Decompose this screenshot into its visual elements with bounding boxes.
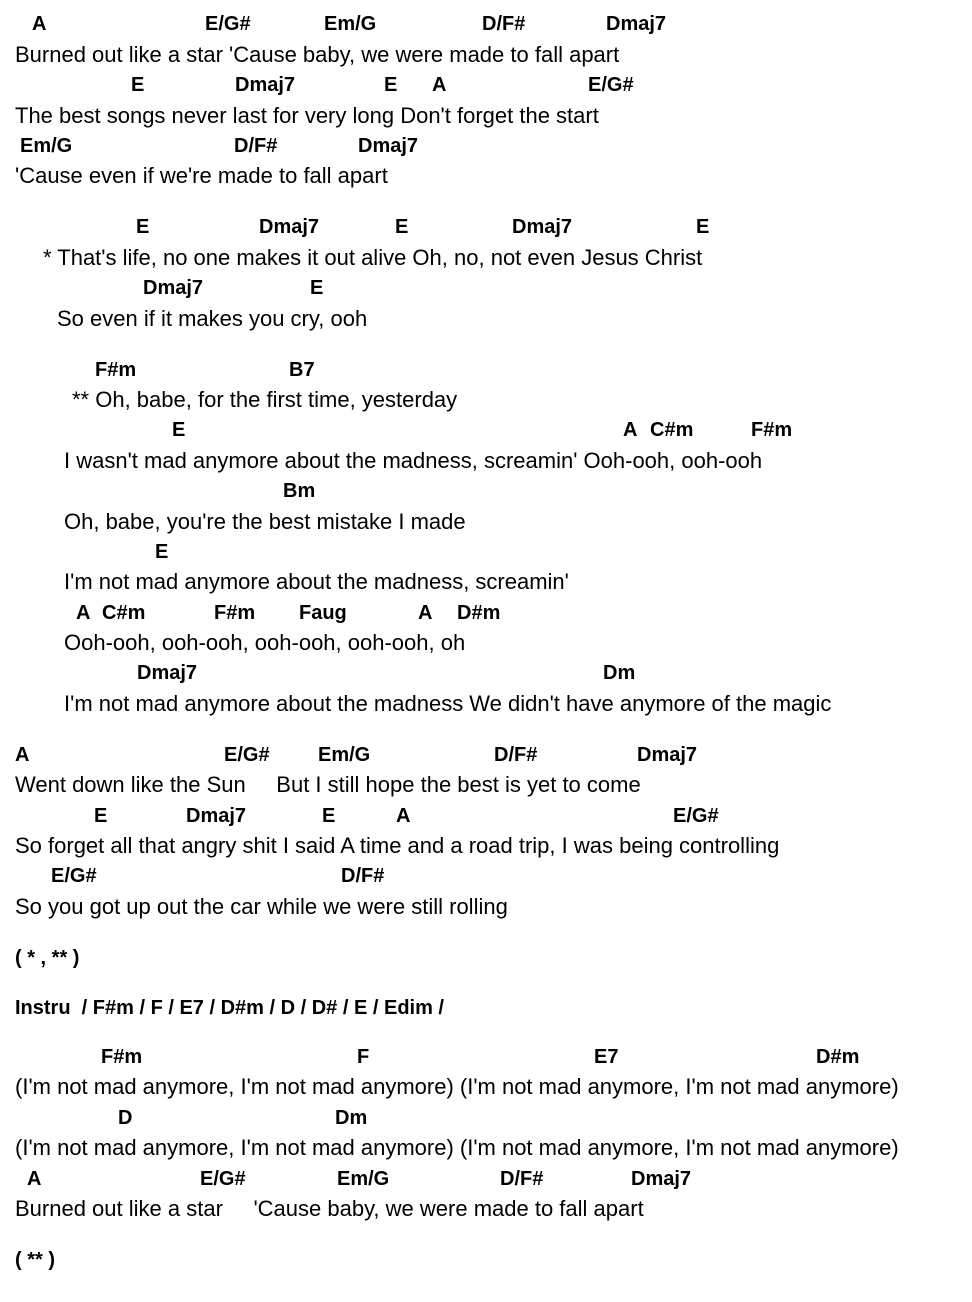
chord: A — [32, 13, 47, 35]
chord: E — [94, 805, 108, 827]
chord: Dmaj7 — [186, 805, 247, 827]
chord: Em/G — [324, 13, 377, 35]
lyric-line: So forget all that angry shit I said A time and a road trip, I was being controlling — [15, 833, 780, 858]
lyric-line: Went down like the Sun But I still hope the best is yet to come — [15, 772, 641, 797]
chord: A — [15, 744, 30, 766]
chord: Dmaj7 — [259, 216, 320, 238]
chord: E — [131, 74, 145, 96]
chord: E — [395, 216, 409, 238]
lyric-line: Oh, babe, you're the best mistake I made — [64, 509, 466, 534]
chord: E/G# — [205, 13, 251, 35]
repeat-marker: ( * , ** ) — [15, 947, 80, 969]
chord: E — [696, 216, 710, 238]
chord: F — [357, 1046, 370, 1068]
chord: E — [310, 277, 324, 299]
chord: D — [118, 1107, 133, 1129]
lyric-line: I'm not mad anymore about the madness, screamin' — [64, 569, 569, 594]
chord: D#m — [457, 602, 501, 624]
lyric-line: I'm not mad anymore about the madness We didn't have anymore of the magic — [64, 691, 832, 716]
chord: D/F# — [500, 1168, 544, 1190]
lyric-line: 'Cause even if we're made to fall apart — [15, 163, 388, 188]
chord: B7 — [289, 359, 315, 381]
chord: C#m — [102, 602, 146, 624]
chord: Dmaj7 — [137, 662, 198, 684]
chord: F#m — [214, 602, 256, 624]
lyric-line: Ooh-ooh, ooh-ooh, ooh-ooh, ooh-ooh, oh — [64, 630, 466, 655]
chord: E/G# — [673, 805, 719, 827]
chord: E — [136, 216, 150, 238]
chord: Dmaj7 — [606, 13, 667, 35]
chord: Dmaj7 — [637, 744, 698, 766]
lyric-line: Burned out like a star 'Cause baby, we were made to fall apart — [15, 42, 620, 67]
lyric-line: ** Oh, babe, for the first time, yesterday — [72, 387, 458, 412]
chord: Dmaj7 — [631, 1168, 692, 1190]
repeat-marker: ( ** ) — [15, 1249, 55, 1271]
chord: F#m — [751, 419, 793, 441]
chord: Dmaj7 — [512, 216, 573, 238]
chord: E7 — [594, 1046, 619, 1068]
chord: E/G# — [224, 744, 270, 766]
lyric-line: (I'm not mad anymore, I'm not mad anymore) (I'm not mad anymore, I'm not mad anymore) — [15, 1135, 899, 1160]
lyric-line: The best songs never last for very long Don't forget the start — [15, 103, 599, 128]
chord: A — [27, 1168, 42, 1190]
chord: E/G# — [588, 74, 634, 96]
instrumental-line: Instru / F#m / F / E7 / D#m / D / D# / E / Edim / — [15, 997, 444, 1019]
chord: D/F# — [482, 13, 526, 35]
chord: A — [432, 74, 447, 96]
chord: F#m — [101, 1046, 143, 1068]
chord: Bm — [283, 480, 316, 502]
chord: Dmaj7 — [235, 74, 296, 96]
lyric-line: Burned out like a star 'Cause baby, we were made to fall apart — [15, 1196, 644, 1221]
chord: Faug — [299, 602, 347, 624]
chord: E — [155, 541, 169, 563]
chord: E — [172, 419, 186, 441]
chord: Em/G — [337, 1168, 390, 1190]
chord: Em/G — [318, 744, 371, 766]
chord: C#m — [650, 419, 694, 441]
chord: D/F# — [234, 135, 278, 157]
chord: E — [322, 805, 336, 827]
lyric-line: So you got up out the car while we were still rolling — [15, 894, 508, 919]
chord: E — [384, 74, 398, 96]
chord: Dmaj7 — [143, 277, 204, 299]
chord: E/G# — [51, 865, 97, 887]
lyric-line: (I'm not mad anymore, I'm not mad anymore) (I'm not mad anymore, I'm not mad anymore) — [15, 1074, 899, 1099]
chord: D#m — [816, 1046, 860, 1068]
chord: Dm — [335, 1107, 368, 1129]
chord: A — [623, 419, 638, 441]
chord: D/F# — [341, 865, 385, 887]
chord: E/G# — [200, 1168, 246, 1190]
chord: F#m — [95, 359, 137, 381]
lyric-line: * That's life, no one makes it out alive Oh, no, not even Jesus Christ — [43, 245, 703, 270]
chord: A — [396, 805, 411, 827]
chord: A — [76, 602, 91, 624]
chord: Dmaj7 — [358, 135, 419, 157]
lyric-line: I wasn't mad anymore about the madness, screamin' Ooh-ooh, ooh-ooh — [64, 448, 763, 473]
chord: Dm — [603, 662, 636, 684]
lyric-line: So even if it makes you cry, ooh — [57, 306, 368, 331]
chord: D/F# — [494, 744, 538, 766]
chord: A — [418, 602, 433, 624]
chord: Em/G — [20, 135, 73, 157]
